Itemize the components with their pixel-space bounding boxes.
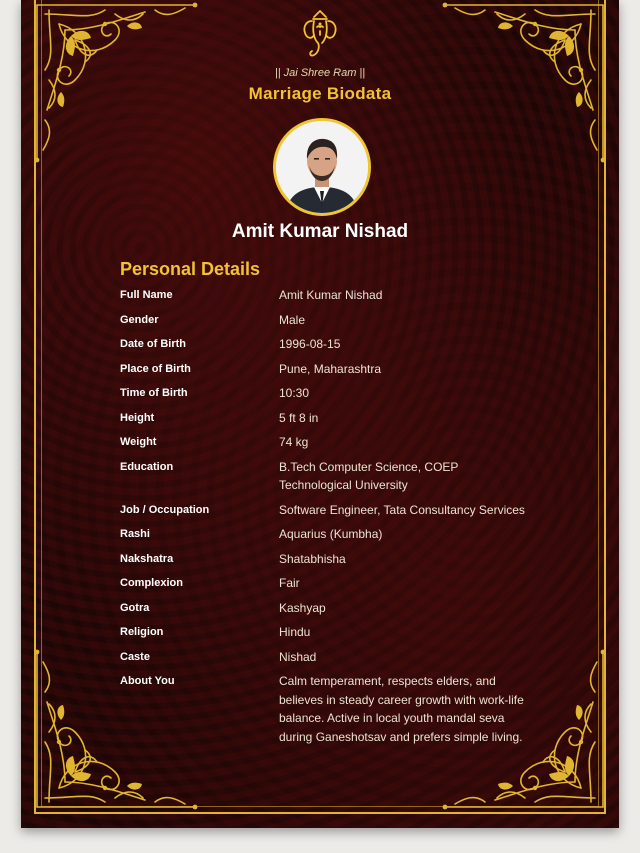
detail-row-height xyxy=(120,409,530,428)
detail-value: 1996-08-15 xyxy=(279,337,341,351)
floral-corner-ornament-icon xyxy=(440,0,605,165)
details-list xyxy=(120,286,530,752)
detail-label: Complexion xyxy=(120,577,183,589)
detail-row-place-of-birth xyxy=(120,360,530,379)
detail-value: Male xyxy=(279,312,306,327)
detail-label: Education xyxy=(120,460,174,473)
detail-row-gotra xyxy=(120,599,530,618)
page-title: Marriage Biodata xyxy=(248,84,392,103)
detail-label: Rashi xyxy=(120,528,150,540)
detail-row-nakshatra xyxy=(120,550,530,569)
detail-value: Fair xyxy=(279,576,300,590)
detail-label: Gender xyxy=(120,313,159,326)
detail-label: Full Name xyxy=(120,289,173,301)
detail-label: About You xyxy=(120,675,175,687)
profile-name: Amit Kumar Nishad xyxy=(231,221,409,242)
invocation-text: || Jai Shree Ram || xyxy=(274,67,366,79)
section-heading: Personal Details xyxy=(120,259,261,279)
detail-label: Caste xyxy=(120,650,150,663)
detail-value: 5 ft 8 in xyxy=(279,410,319,425)
detail-value: Pune, Maharashtra xyxy=(279,361,382,376)
detail-row-gender xyxy=(120,311,530,330)
detail-value: 10:30 xyxy=(279,386,310,400)
detail-row-time-of-birth xyxy=(120,384,530,403)
floral-corner-ornament-icon xyxy=(35,0,200,165)
detail-value: Nishad xyxy=(279,649,317,664)
detail-label: Job / Occupation xyxy=(120,503,210,516)
detail-label: Nakshatra xyxy=(120,552,174,565)
person-portrait-icon xyxy=(276,121,368,213)
detail-label: Weight xyxy=(120,436,157,448)
detail-value: Software Engineer, Tata Consultancy Services xyxy=(279,502,525,517)
detail-value: Shatabhisha xyxy=(279,551,346,566)
profile-photo xyxy=(273,118,371,216)
detail-value: Aquarius (Kumbha) xyxy=(279,527,383,541)
ganesha-icon xyxy=(300,9,340,61)
detail-row-complexion xyxy=(120,574,530,593)
detail-row-occupation xyxy=(120,501,530,520)
detail-row-date-of-birth xyxy=(120,335,530,354)
detail-label: Date of Birth xyxy=(120,338,186,350)
detail-label: Time of Birth xyxy=(120,387,188,399)
detail-row-about-you xyxy=(120,672,530,746)
detail-value: Kashyap xyxy=(279,600,326,615)
detail-label: Gotra xyxy=(120,601,150,614)
detail-label: Place of Birth xyxy=(120,362,191,375)
detail-label: Height xyxy=(120,411,155,424)
detail-label: Religion xyxy=(120,626,164,638)
detail-row-education xyxy=(120,458,530,495)
detail-value: Hindu xyxy=(279,625,311,639)
detail-row-rashi xyxy=(120,525,530,544)
detail-row-caste xyxy=(120,648,530,667)
detail-row-religion xyxy=(120,623,530,642)
detail-value: 74 kg xyxy=(279,435,309,449)
detail-value: B.Tech Computer Science, COEP Technological University xyxy=(279,459,459,492)
detail-value: Calm temperament, respects elders, and believes in steady career growth with work-life balance. Active in local youth mandal seva during Ganeshotsav and prefers simple living. xyxy=(279,674,524,744)
detail-row-full-name xyxy=(120,286,530,305)
biodata-card xyxy=(21,0,619,828)
detail-value: Amit Kumar Nishad xyxy=(279,288,383,302)
detail-row-weight xyxy=(120,433,530,452)
